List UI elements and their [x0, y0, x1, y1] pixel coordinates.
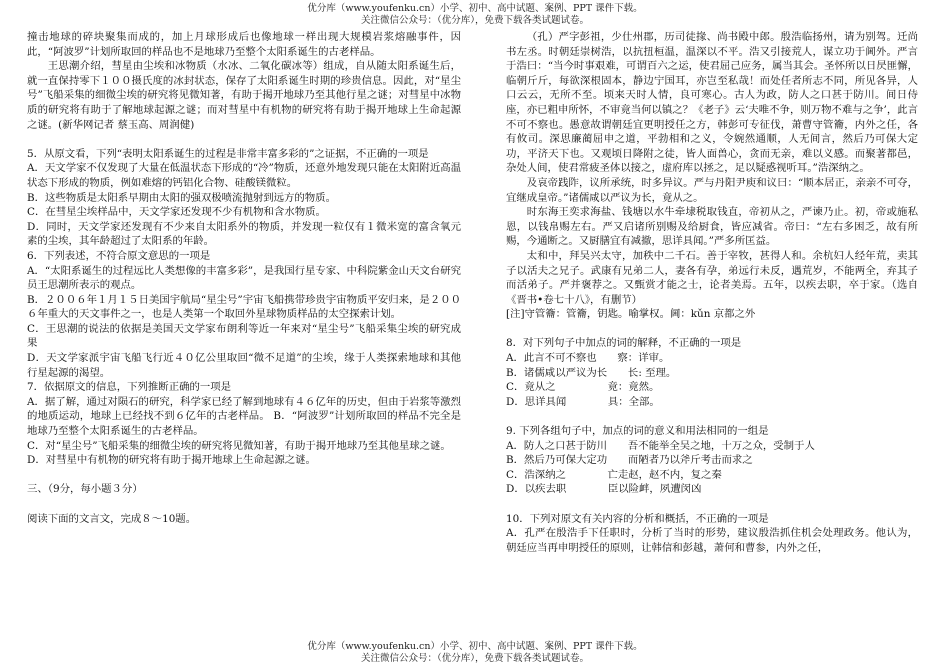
footer-line-1: 优分库（www.youfenku.cn）小学、初中、高中试题、案例、PPT 课件下载。 [307, 641, 643, 652]
header-line-2: 关注微信公众号：（优分库），免费下载各类试题试卷。 [360, 15, 589, 26]
question-6-option-a: A．“太阳系诞生的过程远比人类想像的丰富多彩”，是我国行星专家、中科院紫金山天文台研究员王思潮所表示的观点。 [27, 264, 461, 292]
question-9-option-a: A．防人之口甚于防川 吾不能举全吴之地，十万之众，受制于人 [506, 439, 815, 452]
question-6-option-b: B．２００６年１月１５日美国宇航局“星尘号”宇宙飞船携带珍贵宇宙物质平安归来，是２００６年重大的天文事件之一，也是人类第一个取回外星球物质样品的太空探索计划。 [27, 293, 461, 321]
question-8-option-a: A．此言不可不察也 察：详审。 [506, 352, 670, 365]
question-9-option-d: D．以疾去职 臣以险衅，夙遭闵凶 [506, 483, 702, 496]
question-7-option-c: C．对“星尘号”飞船采集的细微尘埃的研究将见微知著，有助于揭开地球乃至其他星球之谜。 [27, 439, 451, 452]
question-8-stem: 8．对下列句子中加点的词的解释，不正确的一项是 [506, 337, 742, 350]
question-5-option-a: A．天文学家不仅发现了大量在低温状态下形成的“冷”物质，还意外地发现只能在太阳附近高温状态下形成的物质，例如难熔的钙铝化合物、硅酸镁微粒。 [27, 162, 461, 189]
classical-text-paragraph: 太和中，拜吴兴太守，加秩中二千石。善于宰牧，甚得人和。余杭妇人经年荒，卖其子以活夫之兄子。武康有兄弟二人，妻各有孕，弟远行未反，遇荒岁，不能两全，弃其子而活弟子。严并褒荐之。又甄赏才能之士，论者美焉。五年，以疾去职，卒于家。（选自《晋书•卷七十八》，有删节） [506, 249, 918, 306]
question-9-option-c: C．浩深纳之 亡走赵，赵不内，复之秦 [506, 468, 722, 481]
question-7-option-ab: A．据了解，通过对陨石的研究，科学家已经了解到地球有４６亿年的历史，但由于岩浆等激烈的地质运动，地球上已经找不到６亿年的古老样品。 B．“阿波罗”计划所取回的样品不完全是地球乃至整个太阳系诞生的古老样品。 [27, 395, 461, 438]
section-3-instruction: 阅读下面的文言文，完成８～10题。 [27, 512, 197, 525]
question-10-stem: 10．下列对原文有关内容的分析和概括，不正确的一项是 [506, 512, 769, 525]
page-footer [0, 641, 950, 665]
classical-text-paragraph: 时东海王奕求海盐、钱塘以水牛牵埭税取钱直，帝初从之，严谏乃止。初，帝或施私恩，以钱帛赐左右。严又启诸所别赐及给厨食，皆应减省。帝曰：“左右多困乏，故有所赐，今通断之。又厨膳宜有减撤，思详具闻。”严多所匡益。 [506, 206, 918, 248]
question-7-stem: 7．依据原文的信息，下列推断正确的一项是 [27, 381, 232, 394]
classical-text-paragraph: 及哀帝践阼，议所承统，时多异议。严与丹阳尹庾和议曰：“顺本居正，亲亲不可夺，宜继成皇帝。”诸儒咸以严议为长，竟从之。 [506, 176, 918, 204]
question-7-option-d: D．对彗星中有机物的研究将有助于揭开地球上生命起源之谜。 [27, 454, 316, 467]
passage-paragraph: 王思潮介绍，彗星由尘埃和冰物质（水冰、二氧化碳冰等）组成，自从随太阳系诞生后，就一直保持零下１００摄氏度的冰封状态，保存了太阳系诞生时期的珍贵信息。因此，对“星尘号”飞船采集的细微尘埃的研究将见微知著，有助于揭开地球乃至其他行星之谜；对彗星中冰物质的研究将有助于了解地球起源之谜；而对彗星中有机物的研究将有助于揭开地球上生命起源之谜。(新华网记者 蔡玉高、周润健) [27, 60, 461, 131]
question-5-option-b: B．这些物质是太阳系早期由太阳的强双极喷流抛射到远方的物质。 [27, 191, 336, 204]
question-5-stem: 5．从原文看，下列“表明太阳系诞生的过程是非常丰富多彩的”之证据，不正确的一项是 [27, 147, 429, 160]
question-6-stem: 6．下列表述，不符合原文意思的一项是 [27, 249, 211, 262]
right-column [506, 30, 918, 555]
question-5-option-c: C．在彗星尘埃样品中，天文学家还发现不少有机物和含水物质。 [27, 206, 326, 219]
question-10-option-a: A．孔严在殷浩手下任职时，分析了当时的形势，建议殷浩抓住机会处理政务。他认为，朝廷应当再申明授任的原则，让韩信和彭越，萧何和曹参，内外之任， [506, 527, 918, 554]
question-6-option-d: D．天文学家派宇宙飞船飞行近４０亿公里取回“微不足道”的尘埃，缘于人类探索地球和其他行星起源的渴望。 [27, 352, 461, 379]
footer-line-2: 关注微信公众号：（优分库），免费下载各类试题试卷。 [360, 653, 589, 664]
annotation-note: [注]守管籥：管籥，钥匙。喻掌权。阃：kǔn 京都之外 [506, 308, 756, 321]
header-line-1: 优分库（www.youfenku.cn）小学、初中、高中试题、案例、PPT 课件下载。 [307, 3, 643, 14]
question-9-stem: 9. 下列各组句子中，加点的词的意义和用法相同的一组是 [506, 425, 769, 438]
page-header [0, 3, 950, 27]
classical-text-paragraph: （孔）严字彭祖，少仕州郡，历司徒掾、尚书殿中郎。殷浩临扬州，请为别驾。迁尚书左丞。时朝廷崇树浩，以抗扭桓温，温深以不平。浩又引接荒人，谋立功于阃外。严言于浩曰：“当今时事艰难，可谓百六之运，使君屈己应务，属当其会。圣怀所以日昃匪懈，临朝斤斤，每欲深根固本，静边宁国耳，亦岂至私哉！而处任者所志不同，所见各异，人口云云，无所不至。顷来天时人情，良可寒心。古人为政，防人之口甚于防川。间日侍座，亦已粗申所怀，不审竟当何以镇之？《老子》云‘夫唯不争，则万物不难与之争’，此言不可不察也。愚意故谓朝廷宜更明授任之方，韩彭可专征伐，萧曹守管籥，内外之任，各有攸司。深思廉蔺屈申之道，平勃相和之义，令婉然通顺，人无间言，然后乃可保大定功，平济天下也。又观顷日降附之徒，皆人面兽心，贪而无亲，难以义感。而聚著都邑，杂处人间，使君常疲圣体以接之，虚府库以拯之，足以疑惑视听耳。”浩深纳之。 [506, 31, 918, 175]
question-8-option-d: D．思详具闻 具：全部。 [506, 395, 660, 408]
passage-paragraph: 撞击地球的碎块聚集而成的，加上月球形成后也像地球一样出现大规模岩浆熔融事件，因此，“阿波罗”计划所取回的样品也不是地球乃至整个太阳系诞生的古老样品。 [27, 31, 461, 58]
question-9-option-b: B．然后乃可保大定功 而陋者乃以斧斤考击而求之 [506, 454, 753, 467]
section-3-heading: 三、（9分，每小题３分） [27, 483, 143, 496]
question-5-option-d: D．同时，天文学家还发现有不少来自太阳系外的物质，并发现一粒仅有１微米宽的富含氧元素的尘埃，其年龄超过了太阳系的年龄。 [27, 220, 461, 248]
left-column [27, 30, 461, 526]
question-8-option-c: C．竟从之 竟：竟然。 [506, 381, 660, 394]
question-6-option-c: C．王思潮的说法的依据是美国天文学家布朗利等近一年来对“星尘号”飞船采集尘埃的研究成果 [27, 322, 461, 350]
question-8-option-b: B．诸儒咸以严议为长 长: 至理。 [506, 366, 677, 379]
